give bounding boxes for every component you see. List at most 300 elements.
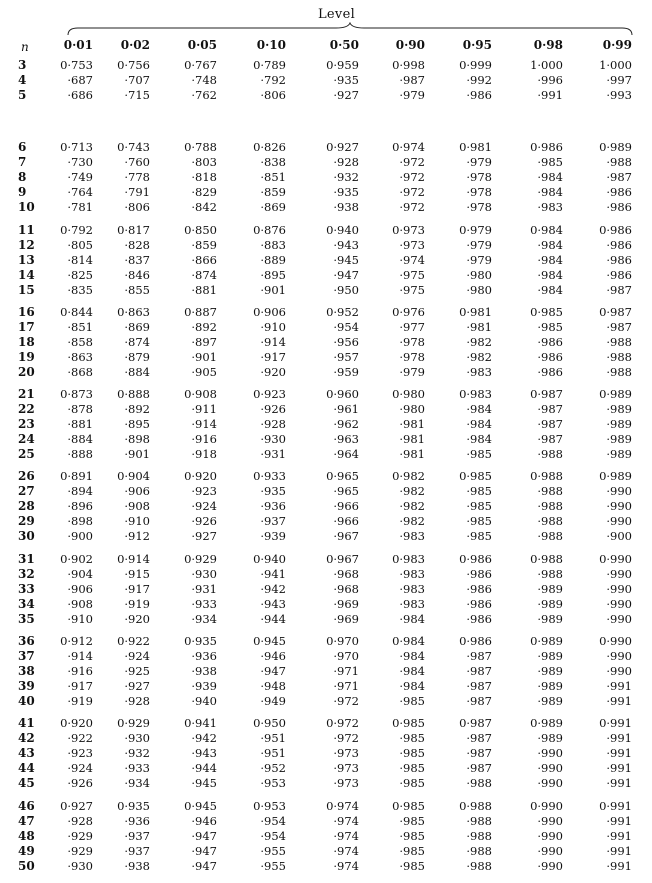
row-n-label: 43 xyxy=(18,746,35,761)
table-cell: 0·940 xyxy=(326,222,359,237)
table-cell: ·979 xyxy=(466,252,492,267)
table-cell: ·968 xyxy=(333,566,359,581)
table-cell: 0·713 xyxy=(60,140,93,155)
table-cell: ·906 xyxy=(67,581,93,596)
table-cell: ·934 xyxy=(124,776,150,791)
column-header-3: 0·10 xyxy=(256,38,286,52)
row-n-label: 12 xyxy=(18,237,35,252)
table-cell: 0·940 xyxy=(253,551,286,566)
table-cell: ·984 xyxy=(537,170,563,185)
table-cell: 0·789 xyxy=(253,58,286,72)
column-header-5: 0·90 xyxy=(395,38,425,52)
table-cell: ·954 xyxy=(260,828,286,843)
table-cell: ·986 xyxy=(537,349,563,364)
row-n-label: 46 xyxy=(18,798,35,813)
table-cell: ·989 xyxy=(537,664,563,679)
table-cell: 0·984 xyxy=(530,222,563,237)
table-cell: 0·976 xyxy=(392,304,425,319)
table-row xyxy=(0,499,652,514)
table-cell: ·978 xyxy=(466,200,492,215)
table-cell: ·917 xyxy=(260,349,286,364)
table-cell: ·928 xyxy=(333,155,359,170)
column-header-2: 0·05 xyxy=(187,38,217,52)
table-cell: ·954 xyxy=(260,813,286,828)
table-row xyxy=(0,73,652,88)
table-cell: ·916 xyxy=(191,432,217,447)
table-cell: ·968 xyxy=(333,581,359,596)
table-cell: ·910 xyxy=(67,611,93,626)
table-cell: ·982 xyxy=(399,514,425,529)
table-cell: 0·973 xyxy=(392,222,425,237)
table-cell: ·989 xyxy=(537,596,563,611)
table-cell: ·983 xyxy=(537,200,563,215)
table-cell: ·929 xyxy=(67,843,93,858)
table-cell: ·687 xyxy=(67,73,93,87)
table-cell: ·985 xyxy=(466,447,492,462)
table-cell: ·990 xyxy=(537,813,563,828)
table-cell: ·939 xyxy=(191,679,217,694)
table-row xyxy=(0,649,652,664)
table-cell: ·951 xyxy=(260,731,286,746)
row-n-label: 23 xyxy=(18,417,35,432)
table-cell: 0·985 xyxy=(392,716,425,731)
table-cell: ·955 xyxy=(260,843,286,858)
table-cell: ·982 xyxy=(466,334,492,349)
table-cell: ·851 xyxy=(260,170,286,185)
table-cell: ·898 xyxy=(67,514,93,529)
row-n-label: 35 xyxy=(18,611,35,626)
table-row xyxy=(0,859,652,874)
table-cell: ·938 xyxy=(124,858,150,873)
row-n-label: 7 xyxy=(18,155,27,170)
row-group xyxy=(0,552,652,634)
table-cell: 0·991 xyxy=(599,798,632,813)
table-cell: ·984 xyxy=(537,267,563,282)
table-cell: ·927 xyxy=(124,679,150,694)
row-n-label: 50 xyxy=(18,858,35,873)
table-cell: ·984 xyxy=(466,402,492,417)
table-cell: ·825 xyxy=(67,267,93,282)
data-table xyxy=(0,58,652,881)
row-n-label: 10 xyxy=(18,200,35,215)
row-n-label: 49 xyxy=(18,843,35,858)
table-cell: ·986 xyxy=(537,364,563,379)
row-n-label: 16 xyxy=(18,304,35,319)
table-cell: 0·967 xyxy=(326,551,359,566)
table-cell: ·974 xyxy=(399,252,425,267)
table-cell: 0·989 xyxy=(599,387,632,402)
table-cell: 0·952 xyxy=(326,304,359,319)
row-n-label: 42 xyxy=(18,731,35,746)
table-cell: ·942 xyxy=(260,581,286,596)
row-n-label: 38 xyxy=(18,664,35,679)
table-cell: ·924 xyxy=(191,499,217,514)
table-cell: ·980 xyxy=(399,402,425,417)
table-cell: 0·960 xyxy=(326,387,359,402)
table-cell: ·920 xyxy=(124,611,150,626)
table-cell: 1·000 xyxy=(599,58,632,72)
table-cell: ·949 xyxy=(260,694,286,709)
row-n-label: 4 xyxy=(18,73,27,87)
table-cell: ·945 xyxy=(191,776,217,791)
table-cell: 0·904 xyxy=(117,469,150,484)
table-cell: ·904 xyxy=(67,566,93,581)
table-cell: ·986 xyxy=(466,611,492,626)
table-cell: 0·970 xyxy=(326,634,359,649)
table-cell: ·965 xyxy=(333,484,359,499)
table-cell: 0·983 xyxy=(392,551,425,566)
column-header-7: 0·98 xyxy=(533,38,563,52)
table-cell: ·943 xyxy=(333,237,359,252)
table-cell: 0·945 xyxy=(184,798,217,813)
table-cell: ·900 xyxy=(67,529,93,544)
table-cell: ·988 xyxy=(606,349,632,364)
table-cell: ·983 xyxy=(466,364,492,379)
table-cell: ·964 xyxy=(333,447,359,462)
row-group xyxy=(0,140,652,222)
table-cell: ·991 xyxy=(537,88,563,102)
table-cell: ·932 xyxy=(124,746,150,761)
table-cell: ·972 xyxy=(333,731,359,746)
table-cell: ·950 xyxy=(333,282,359,297)
table-cell: ·988 xyxy=(466,858,492,873)
row-group xyxy=(0,305,652,387)
table-cell: ·986 xyxy=(466,88,492,102)
column-header-6: 0·95 xyxy=(462,38,492,52)
table-cell: ·984 xyxy=(537,282,563,297)
table-cell: ·989 xyxy=(606,447,632,462)
table-cell: ·905 xyxy=(191,364,217,379)
table-cell: ·988 xyxy=(466,813,492,828)
row-n-label: 24 xyxy=(18,432,35,447)
table-cell: ·975 xyxy=(399,267,425,282)
table-cell: ·987 xyxy=(606,319,632,334)
table-cell: ·988 xyxy=(466,776,492,791)
table-cell: ·974 xyxy=(333,858,359,873)
table-cell: ·748 xyxy=(191,73,217,87)
row-n-label: 41 xyxy=(18,716,35,731)
table-cell: ·983 xyxy=(399,581,425,596)
table-cell: 0·988 xyxy=(530,469,563,484)
table-cell: ·791 xyxy=(124,185,150,200)
table-cell: ·962 xyxy=(333,417,359,432)
table-cell: ·895 xyxy=(260,267,286,282)
table-cell: 0·986 xyxy=(459,634,492,649)
table-cell: 0·935 xyxy=(184,634,217,649)
row-n-label: 19 xyxy=(18,349,35,364)
table-row xyxy=(0,552,652,567)
table-cell: 0·950 xyxy=(253,716,286,731)
table-cell: 0·908 xyxy=(184,387,217,402)
n-column-label: n xyxy=(21,40,29,54)
row-n-label: 37 xyxy=(18,649,35,664)
row-n-label: 8 xyxy=(18,170,27,185)
column-header-8: 0·99 xyxy=(602,38,632,52)
table-row xyxy=(0,320,652,335)
table-cell: 0·986 xyxy=(459,551,492,566)
table-cell: ·974 xyxy=(333,843,359,858)
table-cell: ·937 xyxy=(124,843,150,858)
table-cell: ·988 xyxy=(537,529,563,544)
table-cell: ·990 xyxy=(537,776,563,791)
row-group xyxy=(0,716,652,798)
table-cell: ·969 xyxy=(333,596,359,611)
table-cell: ·990 xyxy=(606,664,632,679)
row-group xyxy=(0,634,652,716)
table-cell: ·878 xyxy=(67,402,93,417)
table-cell: ·814 xyxy=(67,252,93,267)
table-cell: ·980 xyxy=(466,282,492,297)
table-cell: ·986 xyxy=(606,267,632,282)
table-cell: ·986 xyxy=(606,200,632,215)
table-cell: ·970 xyxy=(333,649,359,664)
table-cell: ·957 xyxy=(333,349,359,364)
table-cell: ·760 xyxy=(124,155,150,170)
table-cell: ·980 xyxy=(466,267,492,282)
table-cell: ·951 xyxy=(260,746,286,761)
table-cell: ·985 xyxy=(466,484,492,499)
table-cell: ·926 xyxy=(67,776,93,791)
table-cell: 0·989 xyxy=(530,716,563,731)
table-cell: ·910 xyxy=(124,514,150,529)
table-cell: ·930 xyxy=(67,858,93,873)
table-row xyxy=(0,417,652,432)
table-cell: ·974 xyxy=(333,828,359,843)
table-cell: ·952 xyxy=(260,761,286,776)
table-cell: ·973 xyxy=(333,776,359,791)
table-row xyxy=(0,447,652,462)
table-row xyxy=(0,223,652,238)
table-cell: ·990 xyxy=(606,581,632,596)
table-row xyxy=(0,283,652,298)
table-cell: ·868 xyxy=(67,364,93,379)
table-cell: 0·756 xyxy=(117,58,150,72)
table-cell: 0·972 xyxy=(326,716,359,731)
table-row xyxy=(0,634,652,649)
table-cell: ·910 xyxy=(260,319,286,334)
row-n-label: 13 xyxy=(18,252,35,267)
row-n-label: 29 xyxy=(18,514,35,529)
table-row xyxy=(0,253,652,268)
table-row xyxy=(0,238,652,253)
table-cell: ·895 xyxy=(124,417,150,432)
table-row xyxy=(0,746,652,761)
table-cell: ·914 xyxy=(67,649,93,664)
row-n-label: 36 xyxy=(18,634,35,649)
table-cell: 0·988 xyxy=(530,551,563,566)
table-cell: ·889 xyxy=(260,252,286,267)
table-cell: ·806 xyxy=(260,88,286,102)
table-cell: ·988 xyxy=(537,566,563,581)
table-cell: ·988 xyxy=(606,334,632,349)
table-row xyxy=(0,350,652,365)
table-cell: ·930 xyxy=(191,566,217,581)
table-cell: ·846 xyxy=(124,267,150,282)
table-cell: ·838 xyxy=(260,155,286,170)
table-cell: ·956 xyxy=(333,334,359,349)
table-cell: ·979 xyxy=(399,364,425,379)
table-cell: ·828 xyxy=(124,237,150,252)
row-n-label: 26 xyxy=(18,469,35,484)
table-cell: ·984 xyxy=(466,417,492,432)
table-cell: ·937 xyxy=(124,828,150,843)
table-cell: ·979 xyxy=(466,237,492,252)
table-cell: ·942 xyxy=(191,731,217,746)
table-cell: ·935 xyxy=(260,484,286,499)
table-cell: ·926 xyxy=(260,402,286,417)
table-cell: 0·987 xyxy=(459,716,492,731)
table-cell: ·985 xyxy=(399,843,425,858)
table-cell: ·991 xyxy=(606,746,632,761)
row-group xyxy=(0,58,652,140)
table-cell: ·989 xyxy=(537,731,563,746)
table-cell: 0·902 xyxy=(60,551,93,566)
table-cell: ·923 xyxy=(191,484,217,499)
table-cell: 0·988 xyxy=(459,798,492,813)
table-cell: ·947 xyxy=(191,858,217,873)
table-cell: ·985 xyxy=(537,155,563,170)
table-cell: 0·891 xyxy=(60,469,93,484)
table-cell: ·977 xyxy=(399,319,425,334)
table-cell: ·863 xyxy=(67,349,93,364)
table-cell: 0·989 xyxy=(599,140,632,155)
table-cell: ·879 xyxy=(124,349,150,364)
table-cell: ·972 xyxy=(333,694,359,709)
table-cell: ·988 xyxy=(537,499,563,514)
table-cell: ·955 xyxy=(260,858,286,873)
table-cell: 0·906 xyxy=(253,304,286,319)
table-cell: ·985 xyxy=(399,813,425,828)
table-cell: ·937 xyxy=(260,514,286,529)
table-cell: ·981 xyxy=(399,417,425,432)
table-cell: ·987 xyxy=(466,694,492,709)
row-n-label: 21 xyxy=(18,387,35,402)
table-cell: 0·888 xyxy=(117,387,150,402)
table-cell: ·986 xyxy=(537,334,563,349)
table-cell: ·749 xyxy=(67,170,93,185)
column-header-0: 0·01 xyxy=(63,38,93,52)
table-cell: ·792 xyxy=(260,73,286,87)
table-cell: ·973 xyxy=(333,761,359,776)
row-n-label: 40 xyxy=(18,694,35,709)
table-cell: ·908 xyxy=(67,596,93,611)
table-cell: ·874 xyxy=(124,334,150,349)
table-cell: ·979 xyxy=(399,88,425,102)
row-n-label: 33 xyxy=(18,581,35,596)
table-cell: ·983 xyxy=(399,566,425,581)
table-row xyxy=(0,387,652,402)
table-cell: ·984 xyxy=(537,252,563,267)
table-cell: ·928 xyxy=(260,417,286,432)
table-cell: ·991 xyxy=(606,731,632,746)
table-cell: ·869 xyxy=(124,319,150,334)
table-cell: ·990 xyxy=(606,499,632,514)
table-cell: ·920 xyxy=(260,364,286,379)
table-row xyxy=(0,829,652,844)
table-row xyxy=(0,432,652,447)
table-cell: ·985 xyxy=(399,776,425,791)
table-cell: 0·989 xyxy=(599,469,632,484)
table-cell: ·928 xyxy=(67,813,93,828)
table-cell: ·892 xyxy=(191,319,217,334)
table-cell: ·991 xyxy=(606,843,632,858)
table-cell: ·900 xyxy=(606,529,632,544)
table-cell: ·973 xyxy=(333,746,359,761)
row-n-label: 45 xyxy=(18,776,35,791)
table-cell: ·916 xyxy=(67,664,93,679)
table-cell: ·972 xyxy=(399,155,425,170)
table-cell: ·987 xyxy=(537,402,563,417)
table-cell: ·869 xyxy=(260,200,286,215)
table-cell: 0·985 xyxy=(459,469,492,484)
table-cell: ·987 xyxy=(466,746,492,761)
table-cell: 0·945 xyxy=(253,634,286,649)
table-cell: ·884 xyxy=(67,432,93,447)
table-cell: 0·990 xyxy=(599,551,632,566)
table-cell: ·985 xyxy=(399,746,425,761)
table-cell: ·898 xyxy=(124,432,150,447)
table-header xyxy=(0,0,652,58)
table-cell: ·969 xyxy=(333,611,359,626)
table-cell: ·943 xyxy=(260,596,286,611)
table-cell: ·987 xyxy=(466,761,492,776)
table-cell: ·991 xyxy=(606,679,632,694)
table-row xyxy=(0,761,652,776)
table-cell: ·989 xyxy=(537,581,563,596)
table-row xyxy=(0,140,652,155)
table-cell: 0·826 xyxy=(253,140,286,155)
table-row xyxy=(0,597,652,612)
row-n-label: 9 xyxy=(18,185,27,200)
table-cell: ·990 xyxy=(537,828,563,843)
table-cell: 0·914 xyxy=(117,551,150,566)
table-cell: ·997 xyxy=(606,73,632,87)
table-cell: ·818 xyxy=(191,170,217,185)
table-cell: ·917 xyxy=(124,581,150,596)
table-cell: ·987 xyxy=(466,679,492,694)
table-cell: ·987 xyxy=(606,170,632,185)
table-cell: ·985 xyxy=(537,319,563,334)
table-cell: ·936 xyxy=(260,499,286,514)
table-cell: ·896 xyxy=(67,499,93,514)
table-cell: ·990 xyxy=(606,649,632,664)
table-cell: ·972 xyxy=(399,200,425,215)
row-n-label: 27 xyxy=(18,484,35,499)
table-row xyxy=(0,612,652,627)
table-cell: ·978 xyxy=(466,170,492,185)
table-cell: ·859 xyxy=(191,237,217,252)
table-cell: ·939 xyxy=(260,529,286,544)
table-cell: 0·933 xyxy=(253,469,286,484)
table-cell: ·946 xyxy=(191,813,217,828)
table-row xyxy=(0,365,652,380)
table-row xyxy=(0,305,652,320)
table-cell: 0·981 xyxy=(459,304,492,319)
table-row xyxy=(0,170,652,185)
table-row xyxy=(0,469,652,484)
table-cell: ·924 xyxy=(67,761,93,776)
table-cell: ·987 xyxy=(466,664,492,679)
table-cell: ·983 xyxy=(399,596,425,611)
table-cell: 0·743 xyxy=(117,140,150,155)
table-cell: ·989 xyxy=(606,402,632,417)
table-cell: ·990 xyxy=(606,514,632,529)
table-cell: ·984 xyxy=(399,679,425,694)
table-cell: ·935 xyxy=(333,185,359,200)
table-cell: ·935 xyxy=(333,73,359,87)
table-cell: ·881 xyxy=(191,282,217,297)
table-cell: ·835 xyxy=(67,282,93,297)
